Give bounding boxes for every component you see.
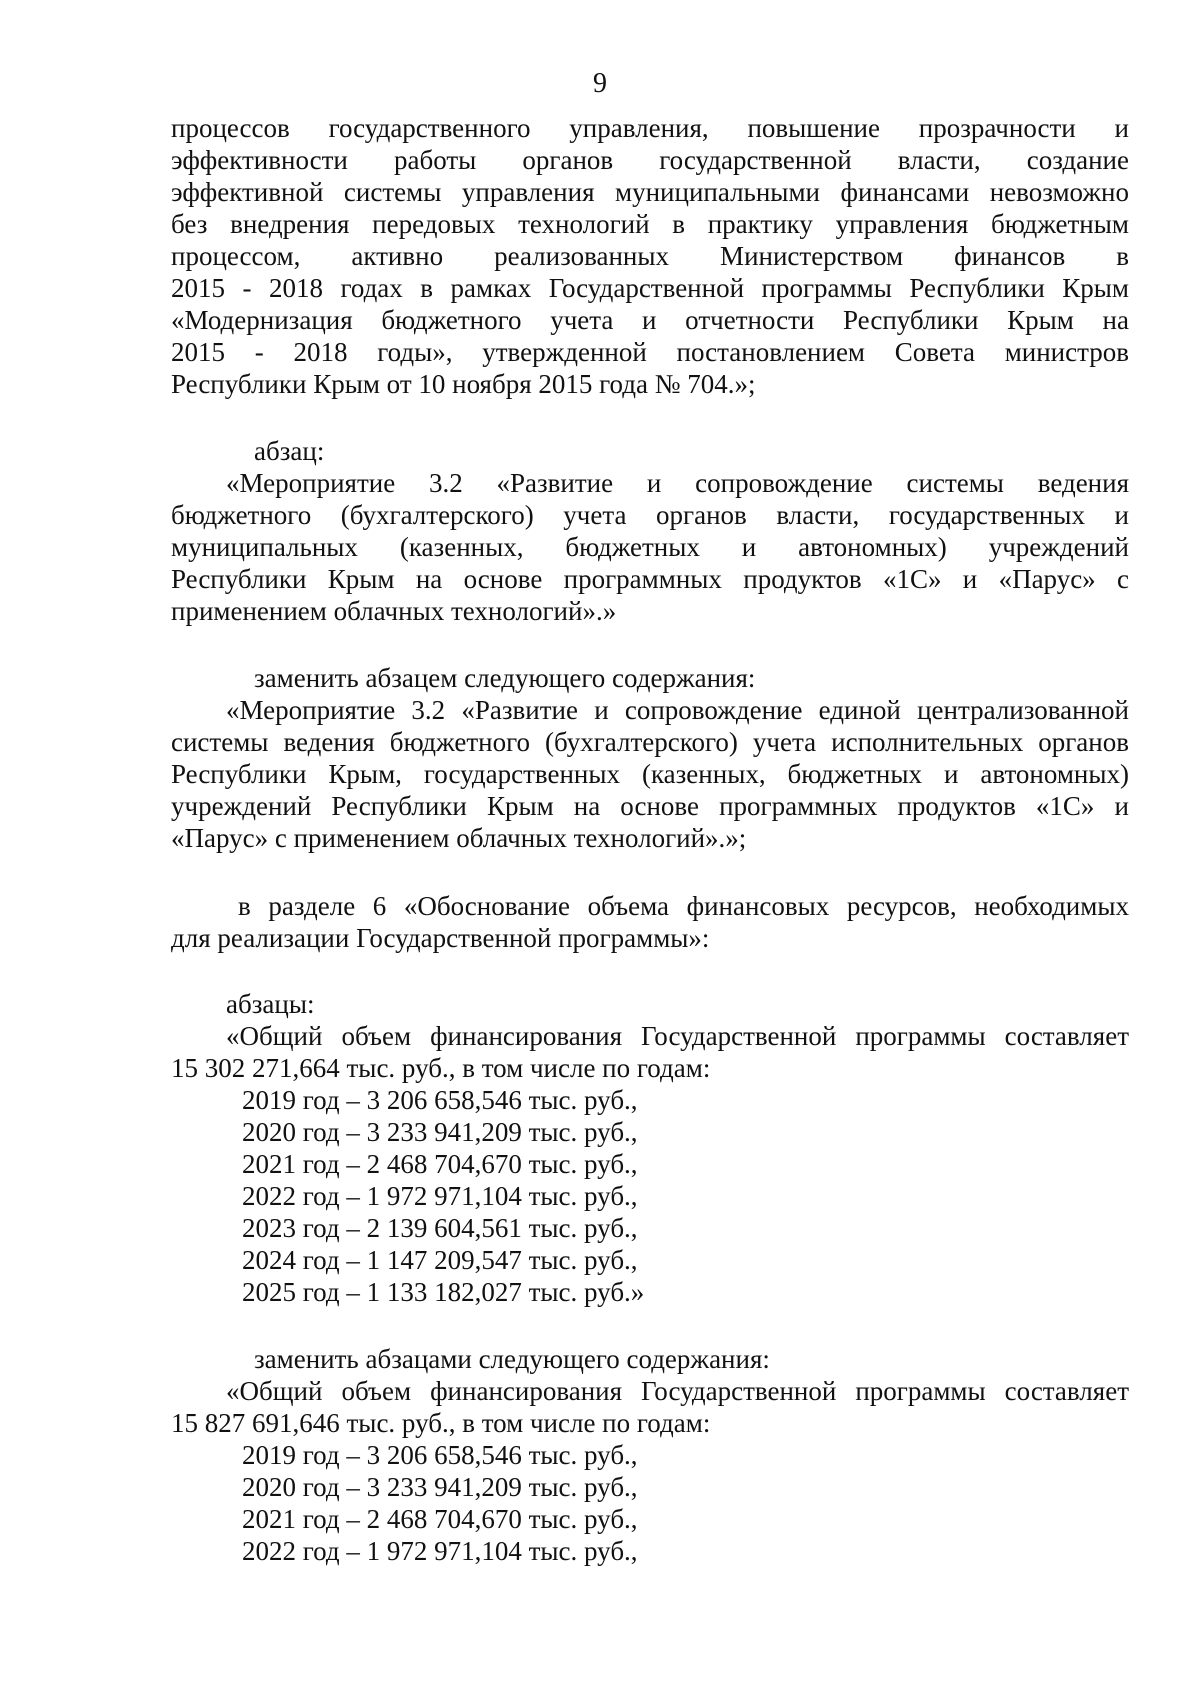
text-line: «Общий объем финансирования Государственной программы составляет — [226, 1021, 1129, 1051]
section-heading: заменить абзацами следующего содержания: — [254, 1344, 770, 1374]
section-heading: абзац: — [254, 436, 325, 466]
text-line: эффективной системы управления муниципальными финансами невозможно — [171, 177, 1129, 207]
text-line: применением облачных технологий».» — [171, 596, 617, 626]
year-line: 2024 год – 1 147 209,547 тыс. руб., — [242, 1245, 638, 1275]
year-line: 2023 год – 2 139 604,561 тыс. руб., — [242, 1213, 638, 1243]
text-line: процессов государственного управления, повышение прозрачности и — [171, 113, 1129, 143]
text-line: без внедрения передовых технологий в практику управления бюджетным — [171, 209, 1129, 239]
paragraph-old-financing — [171, 988, 1129, 1308]
year-line: 2021 год – 2 468 704,670 тыс. руб., — [242, 1149, 638, 1179]
text-line: эффективности работы органов государственной власти, создание — [171, 145, 1129, 175]
year-line: 2022 год – 1 972 971,104 тыс. руб., — [242, 1536, 638, 1566]
section-heading: заменить абзацем следующего содержания: — [254, 663, 756, 693]
page-number: 9 — [593, 68, 607, 99]
text-line: «Мероприятие 3.2 «Развитие и сопровождение системы ведения — [226, 468, 1129, 498]
paragraph-continuation — [171, 112, 1129, 400]
text-line: в разделе 6 «Обоснование объема финансовых ресурсов, необходимых — [238, 891, 1129, 921]
year-line: 2020 год – 3 233 941,209 тыс. руб., — [242, 1472, 638, 1502]
text-line: «Общий объем финансирования Государственной программы составляет — [226, 1376, 1129, 1406]
year-line: 2021 год – 2 468 704,670 тыс. руб., — [242, 1504, 638, 1534]
text-line: бюджетного (бухгалтерского) учета органов власти, государственных и — [171, 500, 1129, 530]
text-line: 2015 - 2018 годы», утвержденной постановлением Совета министров — [171, 337, 1129, 367]
text-line: Республики Крым на основе программных продуктов «1С» и «Парус» с — [171, 564, 1129, 594]
text-line: муниципальных (казенных, бюджетных и автономных) учреждений — [171, 532, 1129, 562]
text-line: «Мероприятие 3.2 «Развитие и сопровождение единой централизованной — [226, 695, 1129, 725]
text-line: 15 302 271,664 тыс. руб., в том числе по годам: — [171, 1053, 711, 1083]
paragraph-section-6 — [171, 890, 1129, 954]
text-line: системы ведения бюджетного (бухгалтерского) учета исполнительных органов — [171, 727, 1129, 757]
paragraph-old-measure — [171, 435, 1129, 627]
year-line: 2019 год – 3 206 658,546 тыс. руб., — [242, 1440, 638, 1470]
text-line: для реализации Государственной программы»: — [171, 923, 710, 953]
year-line: 2020 год – 3 233 941,209 тыс. руб., — [242, 1117, 638, 1147]
year-line: 2022 год – 1 972 971,104 тыс. руб., — [242, 1181, 638, 1211]
text-line: учреждений Республики Крым на основе программных продуктов «1С» и — [171, 791, 1129, 821]
text-line: 15 827 691,646 тыс. руб., в том числе по годам: — [171, 1408, 711, 1438]
text-line: «Парус» с применением облачных технологий».»; — [171, 823, 747, 853]
text-line: 2015 - 2018 годах в рамках Государственной программы Республики Крым — [171, 273, 1129, 303]
text-line: Республики Крым от 10 ноября 2015 года № 704.»; — [171, 369, 756, 399]
paragraph-new-measure — [171, 662, 1129, 854]
year-line: 2025 год – 1 133 182,027 тыс. руб.» — [242, 1277, 645, 1307]
paragraph-new-financing — [171, 1343, 1129, 1567]
text-line: Республики Крым, государственных (казенных, бюджетных и автономных) — [171, 759, 1129, 789]
text-line: процессом, активно реализованных Министерством финансов в — [171, 241, 1129, 271]
text-line: «Модернизация бюджетного учета и отчетности Республики Крым на — [171, 305, 1129, 335]
section-heading: абзацы: — [226, 989, 315, 1019]
year-line: 2019 год – 3 206 658,546 тыс. руб., — [242, 1085, 638, 1115]
